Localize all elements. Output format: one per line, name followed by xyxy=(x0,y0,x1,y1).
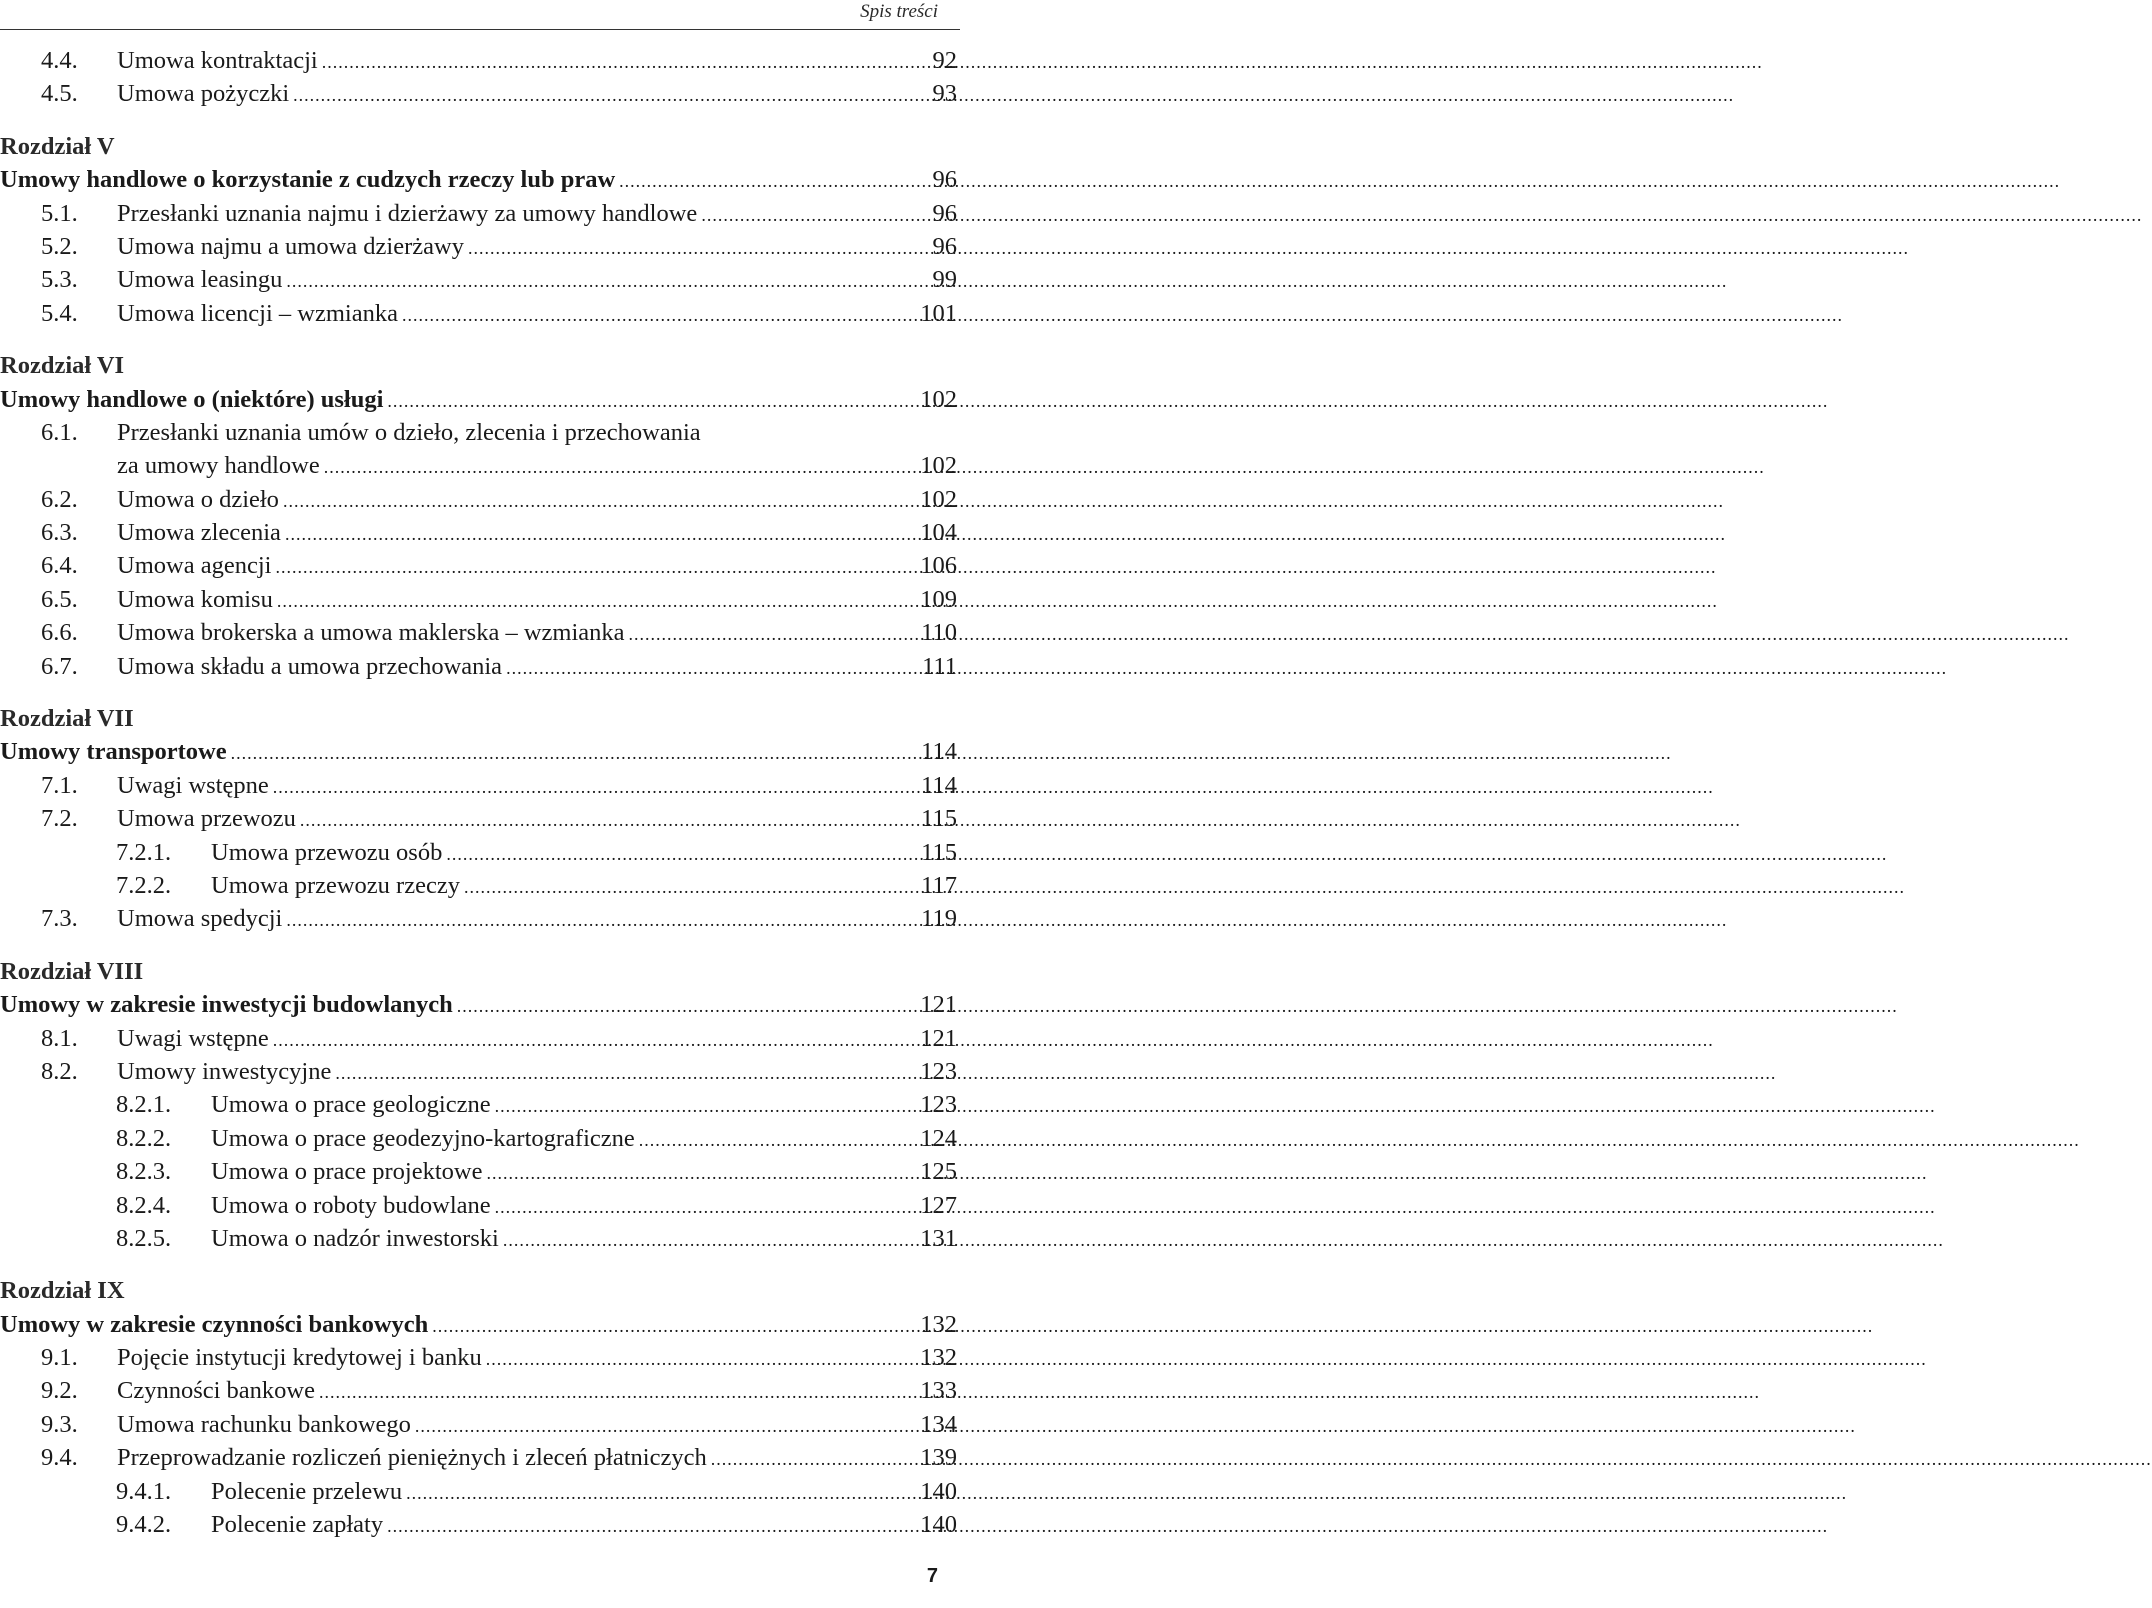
toc-entry-page: 106 xyxy=(920,552,957,580)
toc-entry-number: 5.2. xyxy=(41,232,78,260)
toc-subentry[interactable] xyxy=(0,1222,957,1255)
toc-entry-number: 6.1. xyxy=(41,418,78,446)
toc-entry-title: Umowa przewozu osób xyxy=(211,838,443,866)
toc-entry-page: 101 xyxy=(920,299,957,327)
toc-entry-number: 8.2. xyxy=(41,1057,78,1085)
toc-entry[interactable] xyxy=(0,1408,957,1441)
dot-leader xyxy=(457,990,909,1023)
chapter-entry[interactable] xyxy=(0,163,957,196)
toc-entry-title: Pojęcie instytucji kredytowej i banku xyxy=(117,1344,482,1372)
toc-entry-page: 109 xyxy=(920,585,957,613)
chapter-page: 121 xyxy=(920,991,957,1019)
chapter-label: Rozdział VII xyxy=(0,705,134,733)
chapter-entry[interactable] xyxy=(0,735,957,768)
toc-subentry[interactable] xyxy=(0,1189,957,1222)
toc-entry-title: Polecenie zapłaty xyxy=(211,1511,384,1539)
dot-leader xyxy=(273,1024,909,1057)
toc-entry-title: Czynności bankowe xyxy=(117,1377,315,1405)
toc-entry[interactable] xyxy=(0,516,957,549)
toc-entry-title: Umowa brokerska a umowa maklerska – wzmianka xyxy=(117,619,625,647)
toc-entry[interactable] xyxy=(0,769,957,802)
toc-entry-number: 8.2.5. xyxy=(116,1224,172,1252)
dot-leader xyxy=(468,232,909,265)
toc-entry-number: 7.1. xyxy=(41,771,78,799)
toc-entry-page: 104 xyxy=(920,519,957,547)
toc-entry-number: 7.3. xyxy=(41,905,78,933)
toc-entry-title: Umowa rachunku bankowego xyxy=(117,1410,411,1438)
chapter-label: Rozdział IX xyxy=(0,1277,125,1305)
toc-entry-page: 132 xyxy=(920,1344,957,1372)
toc-entry-number: 8.2.4. xyxy=(116,1191,172,1219)
toc-entry-page: 102 xyxy=(920,485,957,513)
toc-entry-title: Umowa o nadzór inwestorski xyxy=(211,1224,499,1252)
toc-entry-title: Umowa przewozu xyxy=(117,805,296,833)
dot-leader xyxy=(503,1224,909,1257)
toc-entry[interactable] xyxy=(0,44,957,77)
toc-entry-number: 7.2.1. xyxy=(116,838,172,866)
toc-entry-title: Umowa składu a umowa przechowania xyxy=(117,652,503,680)
running-header-title: Spis treści xyxy=(860,1,938,22)
toc-entry-number: 6.5. xyxy=(41,585,78,613)
dot-leader xyxy=(275,551,909,584)
toc-entry-number: 6.6. xyxy=(41,619,78,647)
toc-entry-number: 9.4.2. xyxy=(116,1511,172,1539)
dot-leader xyxy=(273,771,909,804)
toc-entry-number: 4.4. xyxy=(41,47,78,74)
toc-entry-title: Umowa pożyczki xyxy=(117,80,290,108)
toc-entry[interactable] xyxy=(0,650,957,683)
toc-subentry[interactable] xyxy=(0,1088,957,1121)
toc-entry-number: 5.3. xyxy=(41,266,78,294)
toc-entry-number: 4.5. xyxy=(41,80,78,108)
toc-entry-title: Umowa o prace projektowe xyxy=(211,1158,483,1186)
toc-entry-page: 96 xyxy=(932,232,957,260)
toc-entry-page: 102 xyxy=(920,452,957,480)
dot-leader xyxy=(415,1410,909,1443)
toc-entry-title: Umowa zlecenia xyxy=(117,519,281,547)
chapter-title: Umowy w zakresie inwestycji budowlanych xyxy=(0,991,453,1019)
dot-leader xyxy=(319,1376,909,1409)
dot-leader xyxy=(324,451,909,484)
toc-entry-title: Uwagi wstępne xyxy=(117,771,269,799)
toc-entry[interactable] xyxy=(0,77,957,110)
toc-entry-page: 96 xyxy=(932,199,957,227)
toc-entry[interactable] xyxy=(0,230,957,263)
toc-entry[interactable] xyxy=(0,1022,957,1055)
chapter-entry[interactable] xyxy=(0,383,957,416)
toc-entry-title: Polecenie przelewu xyxy=(211,1477,403,1505)
toc-entry[interactable] xyxy=(0,1441,957,1474)
toc-entry[interactable] xyxy=(0,197,957,230)
dot-leader xyxy=(293,79,909,112)
toc-entry-title: Umowa licencji – wzmianka xyxy=(117,299,398,327)
toc-subentry[interactable] xyxy=(0,1475,957,1508)
dot-leader xyxy=(277,585,909,618)
toc-entry-number: 9.1. xyxy=(41,1344,78,1372)
toc-entry-page: 115 xyxy=(921,805,957,833)
toc-entry[interactable] xyxy=(0,416,957,449)
dot-leader xyxy=(506,652,909,685)
toc-entry-page: 125 xyxy=(920,1158,957,1186)
chapter-page: 102 xyxy=(920,385,957,413)
dot-leader xyxy=(495,1090,909,1123)
toc-subentry[interactable] xyxy=(0,869,957,902)
dot-leader xyxy=(639,1124,909,1157)
dot-leader xyxy=(495,1191,909,1224)
toc-entry-title: Umowa kontraktacji xyxy=(117,47,318,74)
toc-entry-title: Przeprowadzanie rozliczeń pieniężnych i zleceń płatniczych xyxy=(117,1444,707,1472)
toc-entry-page: 115 xyxy=(921,838,957,866)
toc-entry-page: 140 xyxy=(920,1511,957,1539)
toc-entry-page: 99 xyxy=(932,266,957,294)
chapter-title: Umowy w zakresie czynności bankowych xyxy=(0,1310,429,1338)
toc-entry-title: Umowa o prace geodezyjno-kartograficzne xyxy=(211,1124,635,1152)
toc-entry-number: 8.2.3. xyxy=(116,1158,172,1186)
toc-entry-number: 9.2. xyxy=(41,1377,78,1405)
toc-entry-title: Umowa o prace geologiczne xyxy=(211,1091,491,1119)
toc-entry-page: 139 xyxy=(920,1444,957,1472)
dot-leader xyxy=(402,299,909,332)
toc-entry-title: Umowa najmu a umowa dzierżawy xyxy=(117,232,464,260)
toc-entry-number: 9.4. xyxy=(41,1444,78,1472)
dot-leader xyxy=(464,871,909,904)
dot-leader xyxy=(629,618,909,651)
toc-entry-number: 6.2. xyxy=(41,485,78,513)
toc-subentry[interactable] xyxy=(0,836,957,869)
dot-leader xyxy=(285,518,909,551)
toc-entry-number: 9.3. xyxy=(41,1410,78,1438)
dot-leader xyxy=(711,1443,909,1476)
dot-leader xyxy=(283,485,909,518)
chapter-page: 114 xyxy=(921,738,957,766)
toc-entry[interactable] xyxy=(0,1374,957,1407)
dot-leader xyxy=(486,1343,909,1376)
chapter-page: 96 xyxy=(932,166,957,194)
chapter-title: Umowy handlowe o (niektóre) usługi xyxy=(0,385,384,413)
toc-entry[interactable] xyxy=(0,297,957,330)
table-of-contents xyxy=(0,44,957,1541)
toc-entry-title: Przesłanki uznania najmu i dzierżawy za umowy handlowe xyxy=(117,199,698,227)
toc-entry-title: Umowa spedycji xyxy=(117,905,283,933)
toc-entry[interactable] xyxy=(0,263,957,296)
toc-entry-number: 9.4.1. xyxy=(116,1477,172,1505)
toc-entry-page: 140 xyxy=(920,1477,957,1505)
toc-entry[interactable] xyxy=(0,902,957,935)
toc-entry-page: 110 xyxy=(921,619,957,647)
dot-leader xyxy=(701,199,909,232)
toc-entry-number: 6.7. xyxy=(41,652,78,680)
toc-entry-title: Umowa o dzieło xyxy=(117,485,279,513)
chapter-entry[interactable] xyxy=(0,1308,957,1341)
dot-leader xyxy=(286,265,909,298)
toc-entry[interactable] xyxy=(0,1341,957,1374)
dot-leader xyxy=(300,804,909,837)
toc-entry-page: 92 xyxy=(932,47,957,74)
chapter-entry[interactable] xyxy=(0,988,957,1021)
toc-entry-title: Przesłanki uznania umów o dzieło, zlecenia i przechowania xyxy=(117,418,701,446)
toc-entry-number: 7.2. xyxy=(41,805,78,833)
toc-entry[interactable] xyxy=(0,549,957,582)
chapter-title: Umowy handlowe o korzystanie z cudzych rzeczy lub praw xyxy=(0,166,616,194)
chapter-label: Rozdział V xyxy=(0,132,115,160)
chapter-label: Rozdział VI xyxy=(0,352,125,380)
toc-entry[interactable] xyxy=(0,583,957,616)
toc-entry-number: 7.2.2. xyxy=(116,871,172,899)
toc-entry-page: 133 xyxy=(920,1377,957,1405)
toc-entry-title: Umowa leasingu xyxy=(117,266,283,294)
dot-leader xyxy=(406,1477,909,1510)
dot-leader xyxy=(322,46,909,79)
toc-entry-number: 6.3. xyxy=(41,519,78,547)
chapter-page: 132 xyxy=(920,1310,957,1338)
toc-entry-title: Umowa przewozu rzeczy xyxy=(211,871,460,899)
toc-entry-number: 8.2.2. xyxy=(116,1124,172,1152)
toc-entry-page: 123 xyxy=(920,1057,957,1085)
toc-entry-page: 134 xyxy=(920,1410,957,1438)
chapter-label: Rozdział VIII xyxy=(0,957,144,985)
toc-entry-number: 6.4. xyxy=(41,552,78,580)
dot-leader xyxy=(486,1157,909,1190)
toc-subentry[interactable] xyxy=(0,1155,957,1188)
dot-leader xyxy=(432,1310,909,1343)
toc-entry-number: 8.1. xyxy=(41,1024,78,1052)
chapter-title: Umowy transportowe xyxy=(0,738,227,766)
toc-entry-title: Uwagi wstępne xyxy=(117,1024,269,1052)
toc-entry[interactable] xyxy=(0,616,957,649)
toc-entry-page: 117 xyxy=(921,871,957,899)
toc-subentry[interactable] xyxy=(0,1508,957,1541)
page-number: 7 xyxy=(926,1565,938,1587)
toc-entry-number: 8.2.1. xyxy=(116,1091,172,1119)
toc-entry-page: 114 xyxy=(921,771,957,799)
toc-entry-page: 111 xyxy=(922,652,957,680)
toc-entry[interactable] xyxy=(0,483,957,516)
dot-leader xyxy=(387,1510,909,1543)
toc-entry[interactable] xyxy=(0,802,957,835)
toc-entry-number: 5.1. xyxy=(41,199,78,227)
toc-entry-page: 123 xyxy=(920,1091,957,1119)
toc-entry-continuation[interactable] xyxy=(0,449,957,482)
dot-leader xyxy=(619,165,909,198)
toc-entry-page: 121 xyxy=(920,1024,957,1052)
dot-leader xyxy=(231,737,909,770)
dot-leader xyxy=(335,1057,909,1090)
toc-entry-title: Umowa komisu xyxy=(117,585,273,613)
dot-leader xyxy=(446,838,909,871)
toc-entry-page: 93 xyxy=(932,80,957,108)
toc-entry-number: 5.4. xyxy=(41,299,78,327)
toc-entry-title: Umowa agencji xyxy=(117,552,272,580)
toc-entry-title: za umowy handlowe xyxy=(117,452,320,480)
dot-leader xyxy=(387,385,909,418)
toc-entry-page: 131 xyxy=(920,1224,957,1252)
toc-entry-title: Umowa o roboty budowlane xyxy=(211,1191,491,1219)
toc-entry-title: Umowy inwestycyjne xyxy=(117,1057,332,1085)
toc-entry-page: 124 xyxy=(920,1124,957,1152)
toc-entry-page: 127 xyxy=(920,1191,957,1219)
dot-leader xyxy=(286,904,909,937)
header-rule xyxy=(0,29,960,30)
toc-subentry[interactable] xyxy=(0,1122,957,1155)
toc-entry[interactable] xyxy=(0,1055,957,1088)
toc-entry-page: 119 xyxy=(921,905,957,933)
